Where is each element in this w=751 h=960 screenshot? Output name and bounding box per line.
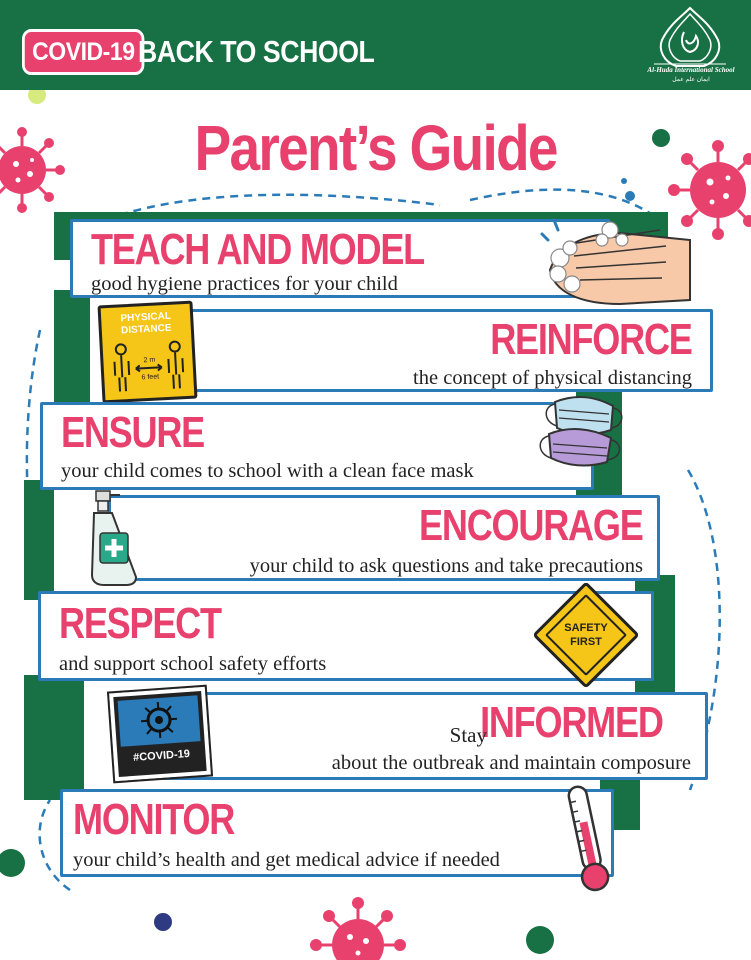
card-heading: TEACH AND MODEL <box>91 225 424 274</box>
people-icon <box>108 338 189 394</box>
school-name: Al-Huda International School <box>647 66 735 74</box>
guide-card-encourage <box>108 495 660 581</box>
header-title: BACK TO SCHOOL <box>138 34 375 69</box>
guide-card-reinforce <box>108 309 713 392</box>
guide-card-informed <box>140 692 708 780</box>
safety-sign-text: FIRST <box>570 636 602 648</box>
card-heading: RESPECT <box>59 599 221 648</box>
face-mask-icon <box>535 392 627 472</box>
card-text: your child comes to school with a clean face mask <box>61 460 474 482</box>
card-heading: INFORMED <box>480 698 663 747</box>
hand-washing-icon <box>540 200 700 310</box>
guide-card-monitor <box>60 789 614 877</box>
green-band <box>54 290 90 405</box>
guide-card-teach <box>70 219 610 298</box>
card-heading: ENCOURAGE <box>419 501 643 550</box>
card-heading: ENSURE <box>61 408 204 457</box>
physical-distance-sign-icon: PHYSICAL DISTANCE 2 m 6 feet <box>98 301 198 404</box>
card-heading: MONITOR <box>73 795 235 844</box>
card-text: good hygiene practices for your child <box>91 273 398 295</box>
biohazard-icon <box>138 699 181 742</box>
guide-card-ensure <box>40 402 594 490</box>
card-prefix: Stay <box>449 723 487 747</box>
thermometer-icon <box>556 782 616 896</box>
card-heading: REINFORCE <box>490 315 692 364</box>
covid-badge-icon: #COVID-19 <box>109 687 211 781</box>
green-band <box>24 675 84 800</box>
card-text: the concept of physical distancing <box>413 367 692 389</box>
sanitizer-bottle-icon <box>84 487 150 587</box>
header-bar <box>0 0 751 90</box>
safety-sign-text: SAFETY <box>564 622 608 634</box>
school-motto: ایمان علم عمل <box>672 77 710 83</box>
card-text: your child to ask questions and take precautions <box>249 555 643 577</box>
green-band <box>24 480 54 600</box>
covid-badge: COVID-19 <box>22 29 145 75</box>
card-text: about the outbreak and maintain composure <box>331 752 691 774</box>
card-text: and support school safety efforts <box>59 653 327 675</box>
card-text: your child’s health and get medical advice if needed <box>73 849 500 871</box>
page-title: Parent’s Guide <box>194 112 557 184</box>
